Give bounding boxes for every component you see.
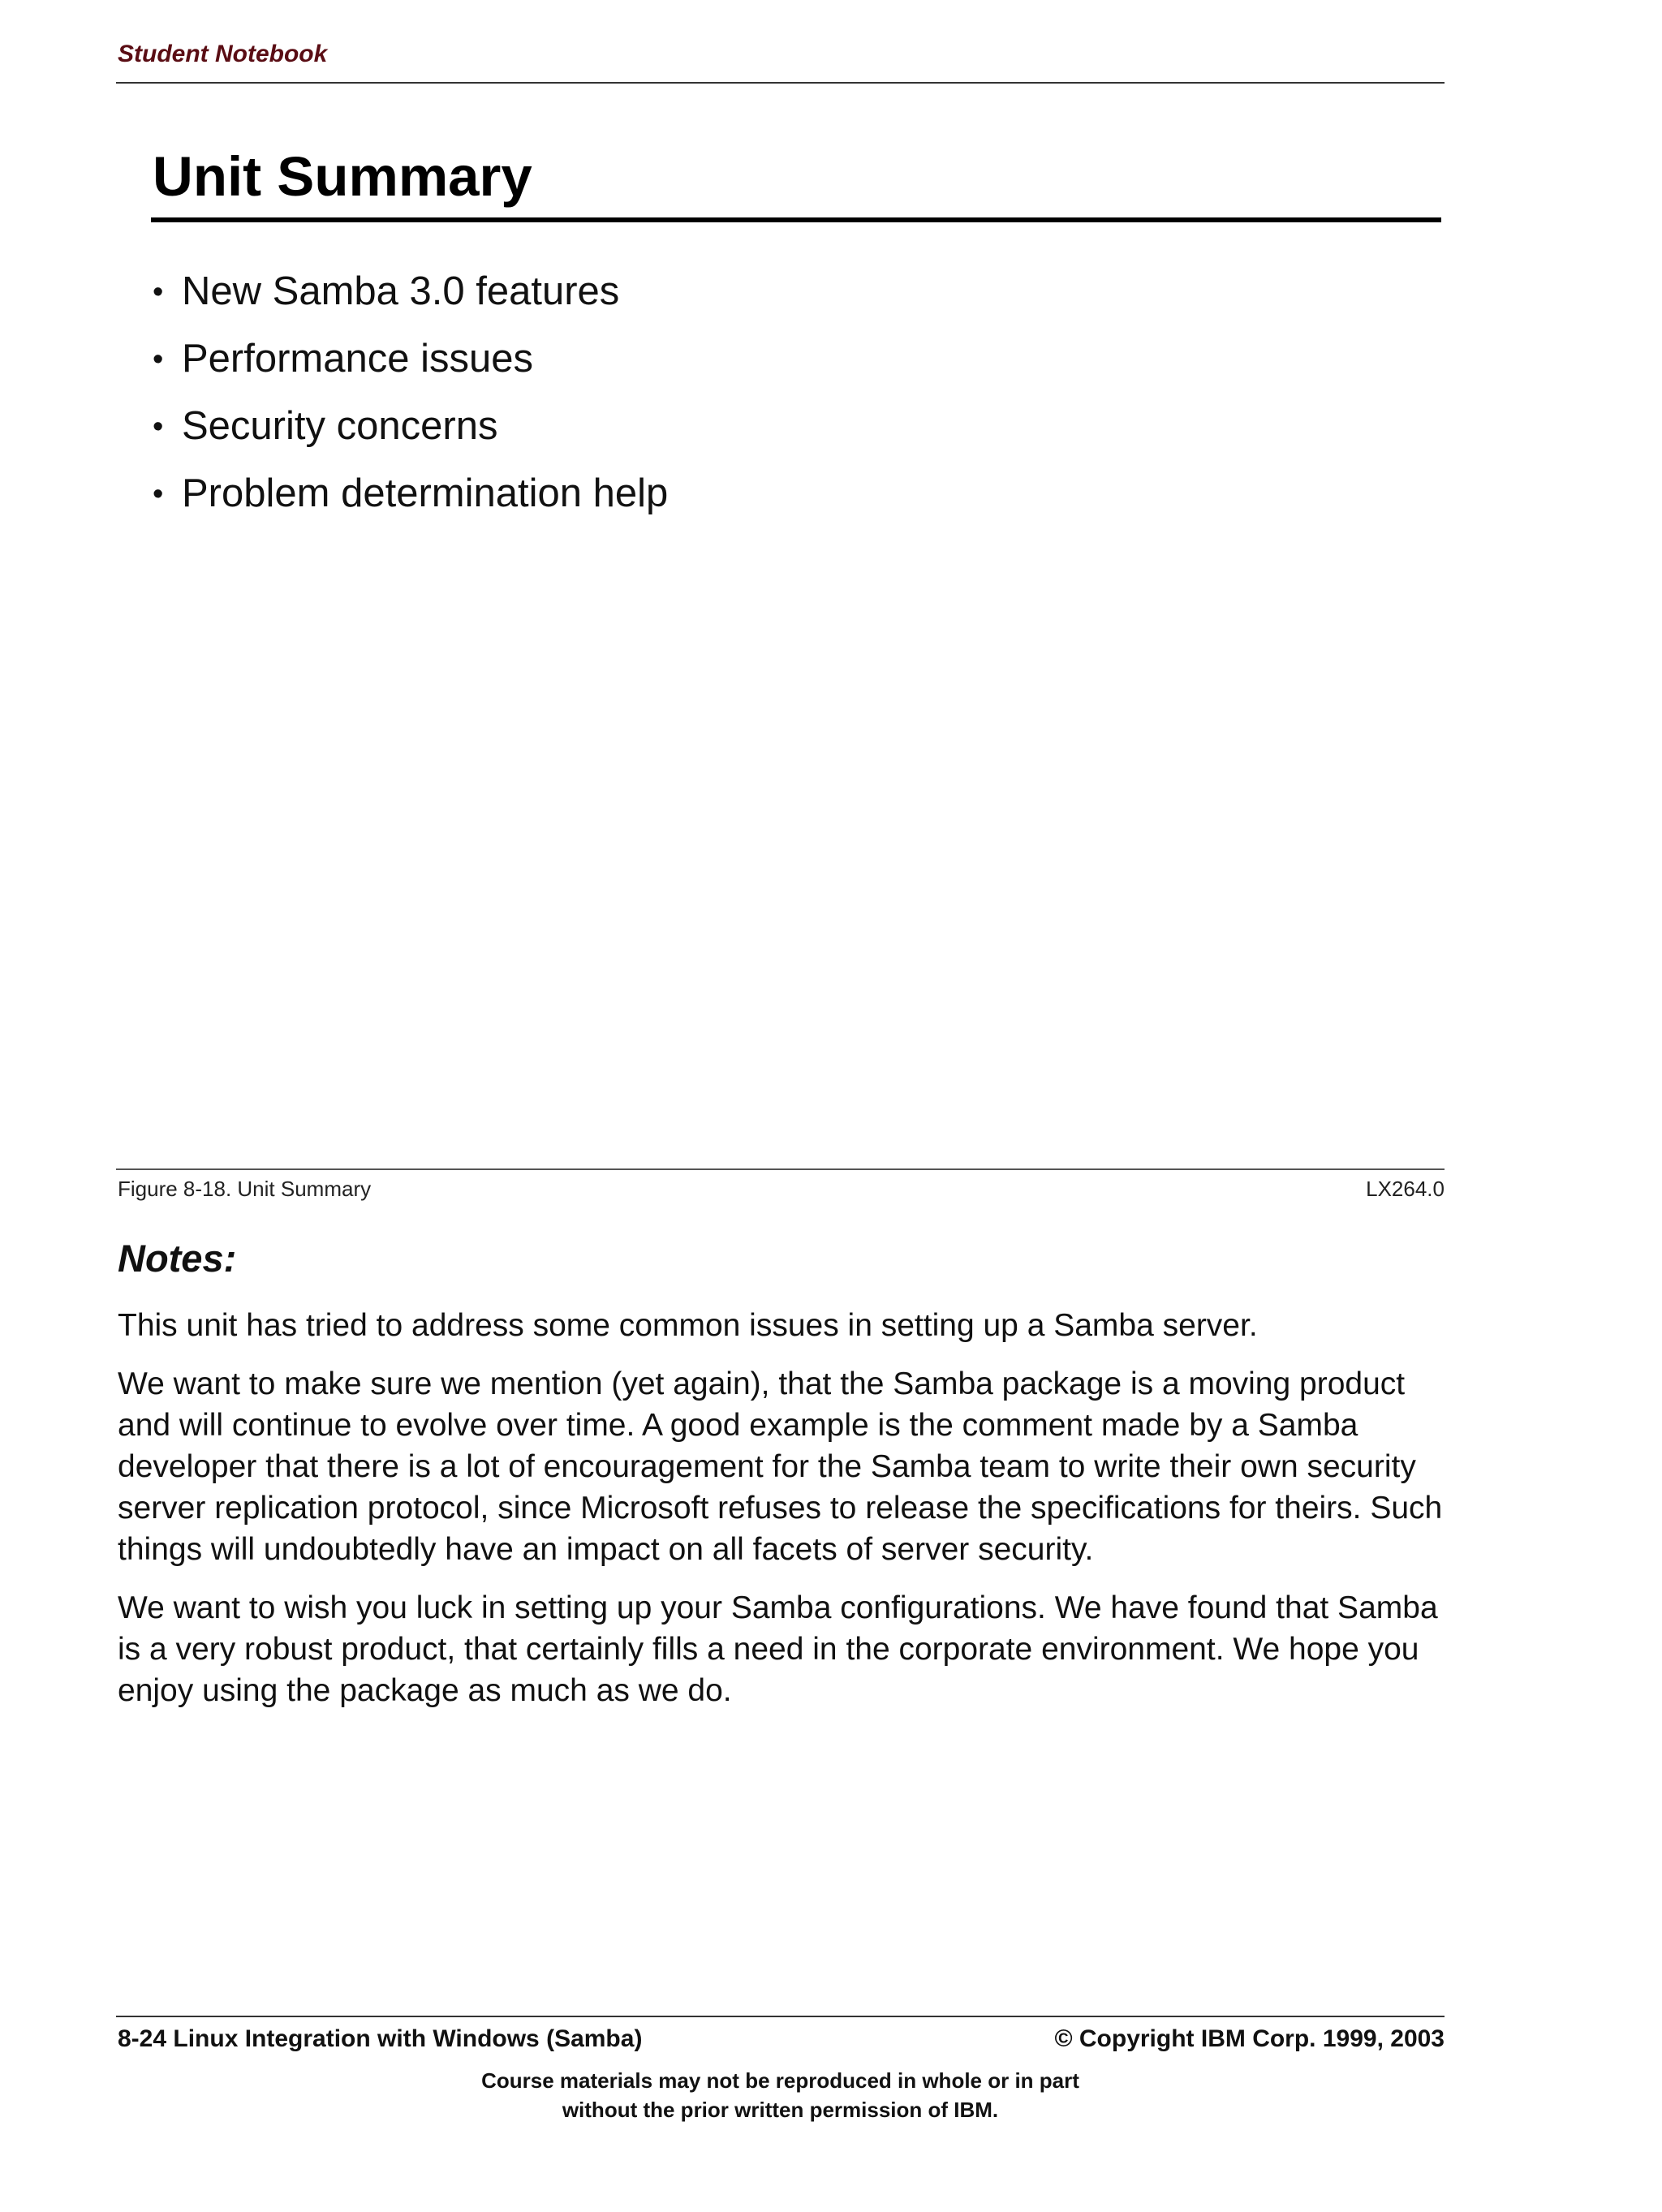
bullet-icon: • <box>153 275 164 309</box>
bullet-item <box>153 325 668 393</box>
course-code: LX264.0 <box>1366 1177 1445 1201</box>
figure-caption: Figure 8-18. Unit Summary <box>118 1177 372 1201</box>
notes-heading: Notes: <box>118 1237 237 1280</box>
footer-divider <box>116 2016 1445 2017</box>
figure-divider <box>116 1168 1445 1170</box>
footer-legal-notice <box>116 2066 1445 2124</box>
summary-bullet-list <box>153 258 668 527</box>
bullet-text: Security concerns <box>182 404 498 448</box>
footer-page-title: 8-24 Linux Integration with Windows (Samba) <box>118 2025 643 2052</box>
notes-paragraph: We want to wish you luck in setting up your Samba configurations. We have found that Samba is a very robust product, that certainly fills a need in the corporate environment. We hope you enjoy using the package as much as we do. <box>118 1590 1438 1708</box>
notes-paragraph: We want to make sure we mention (yet again), that the Samba package is a moving product and will continue to evolve over time. A good example is the comment made by a Samba developer that there is a lot of encouragement for the Samba team to write their own security server replication protocol, since Microsoft refuses to release the specifications for theirs. Such things will undoubtedly have an impact on all facets of server security. <box>118 1366 1443 1567</box>
legal-line: without the prior written permission of IBM. <box>562 2098 999 2122</box>
running-header: Student Notebook <box>118 41 328 67</box>
bullet-item <box>153 258 668 325</box>
bullet-icon: • <box>153 410 164 444</box>
bullet-item <box>153 393 668 460</box>
bullet-text: New Samba 3.0 features <box>182 269 620 313</box>
bullet-text: Problem determination help <box>182 471 669 515</box>
bullet-icon: • <box>153 342 164 377</box>
notes-body <box>118 1305 1449 1728</box>
slide-title: Unit Summary <box>153 145 532 208</box>
title-underline <box>151 217 1441 222</box>
bullet-text: Performance issues <box>182 337 534 381</box>
notes-paragraph: This unit has tried to address some common issues in setting up a Samba server. <box>118 1308 1258 1343</box>
legal-line: Course materials may not be reproduced in whole or in part <box>481 2068 1079 2093</box>
footer-copyright: © Copyright IBM Corp. 1999, 2003 <box>1054 2025 1445 2052</box>
bullet-icon: • <box>153 477 164 511</box>
header-divider <box>116 82 1445 84</box>
bullet-item <box>153 460 668 527</box>
